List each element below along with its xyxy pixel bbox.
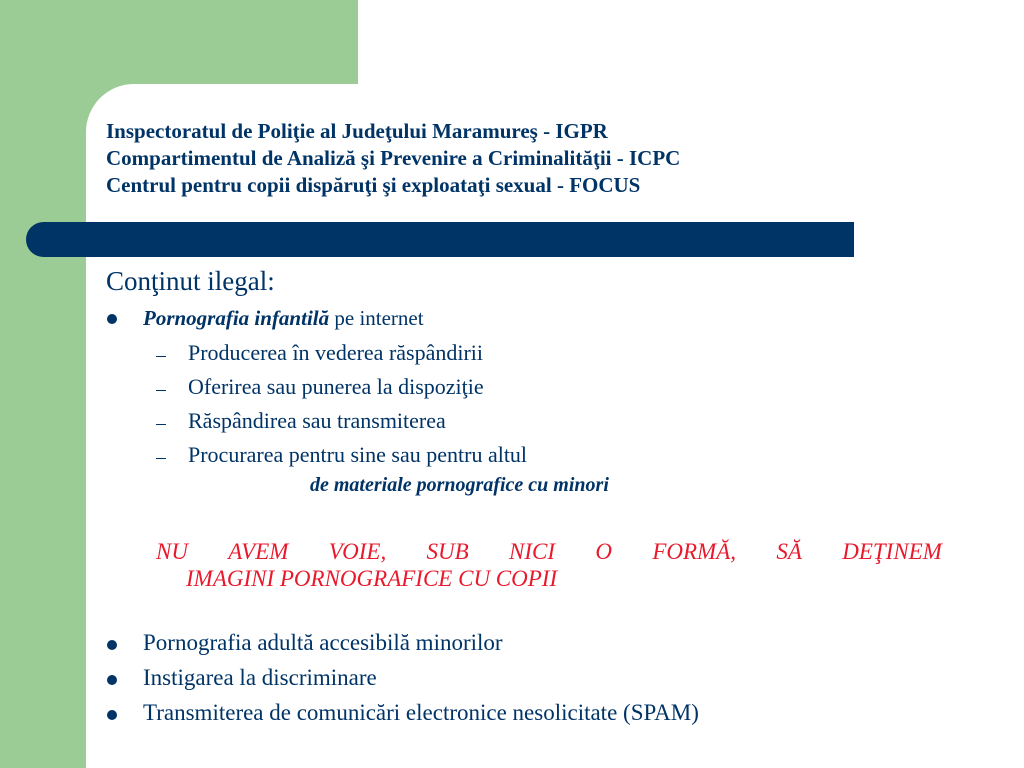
bullet-adult-pornography: Pornografia adultă accesibilă minorilor [143,630,503,655]
dash-icon [156,390,166,391]
section-heading: Conţinut ilegal: [106,266,275,296]
dash-icon [156,424,166,425]
warning-word: DEŢINEM [842,539,942,564]
bullet-dot-icon [107,710,117,720]
bullet-discrimination: Instigarea la discriminare [143,665,377,690]
warning-word: NU [156,539,188,564]
bullet-child-pornography [143,306,424,331]
warning-word: O [595,539,612,564]
bullet-rest: pe internet [329,306,424,330]
warning-line-2: IMAGINI PORNOGRAFICE CU COPII [186,566,558,591]
title-line-igpr: Inspectoratul de Poliţie al Judeţului Maramureş - IGPR [106,119,608,143]
warning-text [156,538,942,592]
bullet-dot-icon [107,640,117,650]
warning-word: FORMĂ, [652,539,736,564]
warning-word: SĂ [776,539,802,564]
warning-word: NICI [509,539,556,564]
warning-word: SUB [426,539,469,564]
warning-word: VOIE, [328,539,387,564]
bullet-spam: Transmiterea de comunicări electronice nesolicitate (SPAM) [143,700,699,725]
sub-item-procurement: Procurarea pentru sine sau pentru altul [188,442,528,467]
bullet-dot-icon [107,675,117,685]
warning-line-1 [156,538,942,565]
bullet-dot-icon [107,314,117,324]
title-line-icpc: Compartimentul de Analiză şi Prevenire a Criminalităţii - ICPC [106,146,681,170]
sub-item-offering: Oferirea sau punerea la dispoziţie [188,374,484,399]
sub-item-production: Producerea în vederea răspândirii [188,340,484,365]
sub-items-note: de materiale pornografice cu minori [310,474,609,496]
warning-word: AVEM [228,539,289,564]
dash-icon [156,356,166,357]
bullet-emphasis: Pornografia infantilă [143,306,330,330]
sub-item-distribution: Răspândirea sau transmiterea [188,408,446,433]
dash-icon [156,458,166,459]
title-line-focus: Centrul pentru copii dispăruţi şi exploataţi sexual - FOCUS [106,173,641,197]
